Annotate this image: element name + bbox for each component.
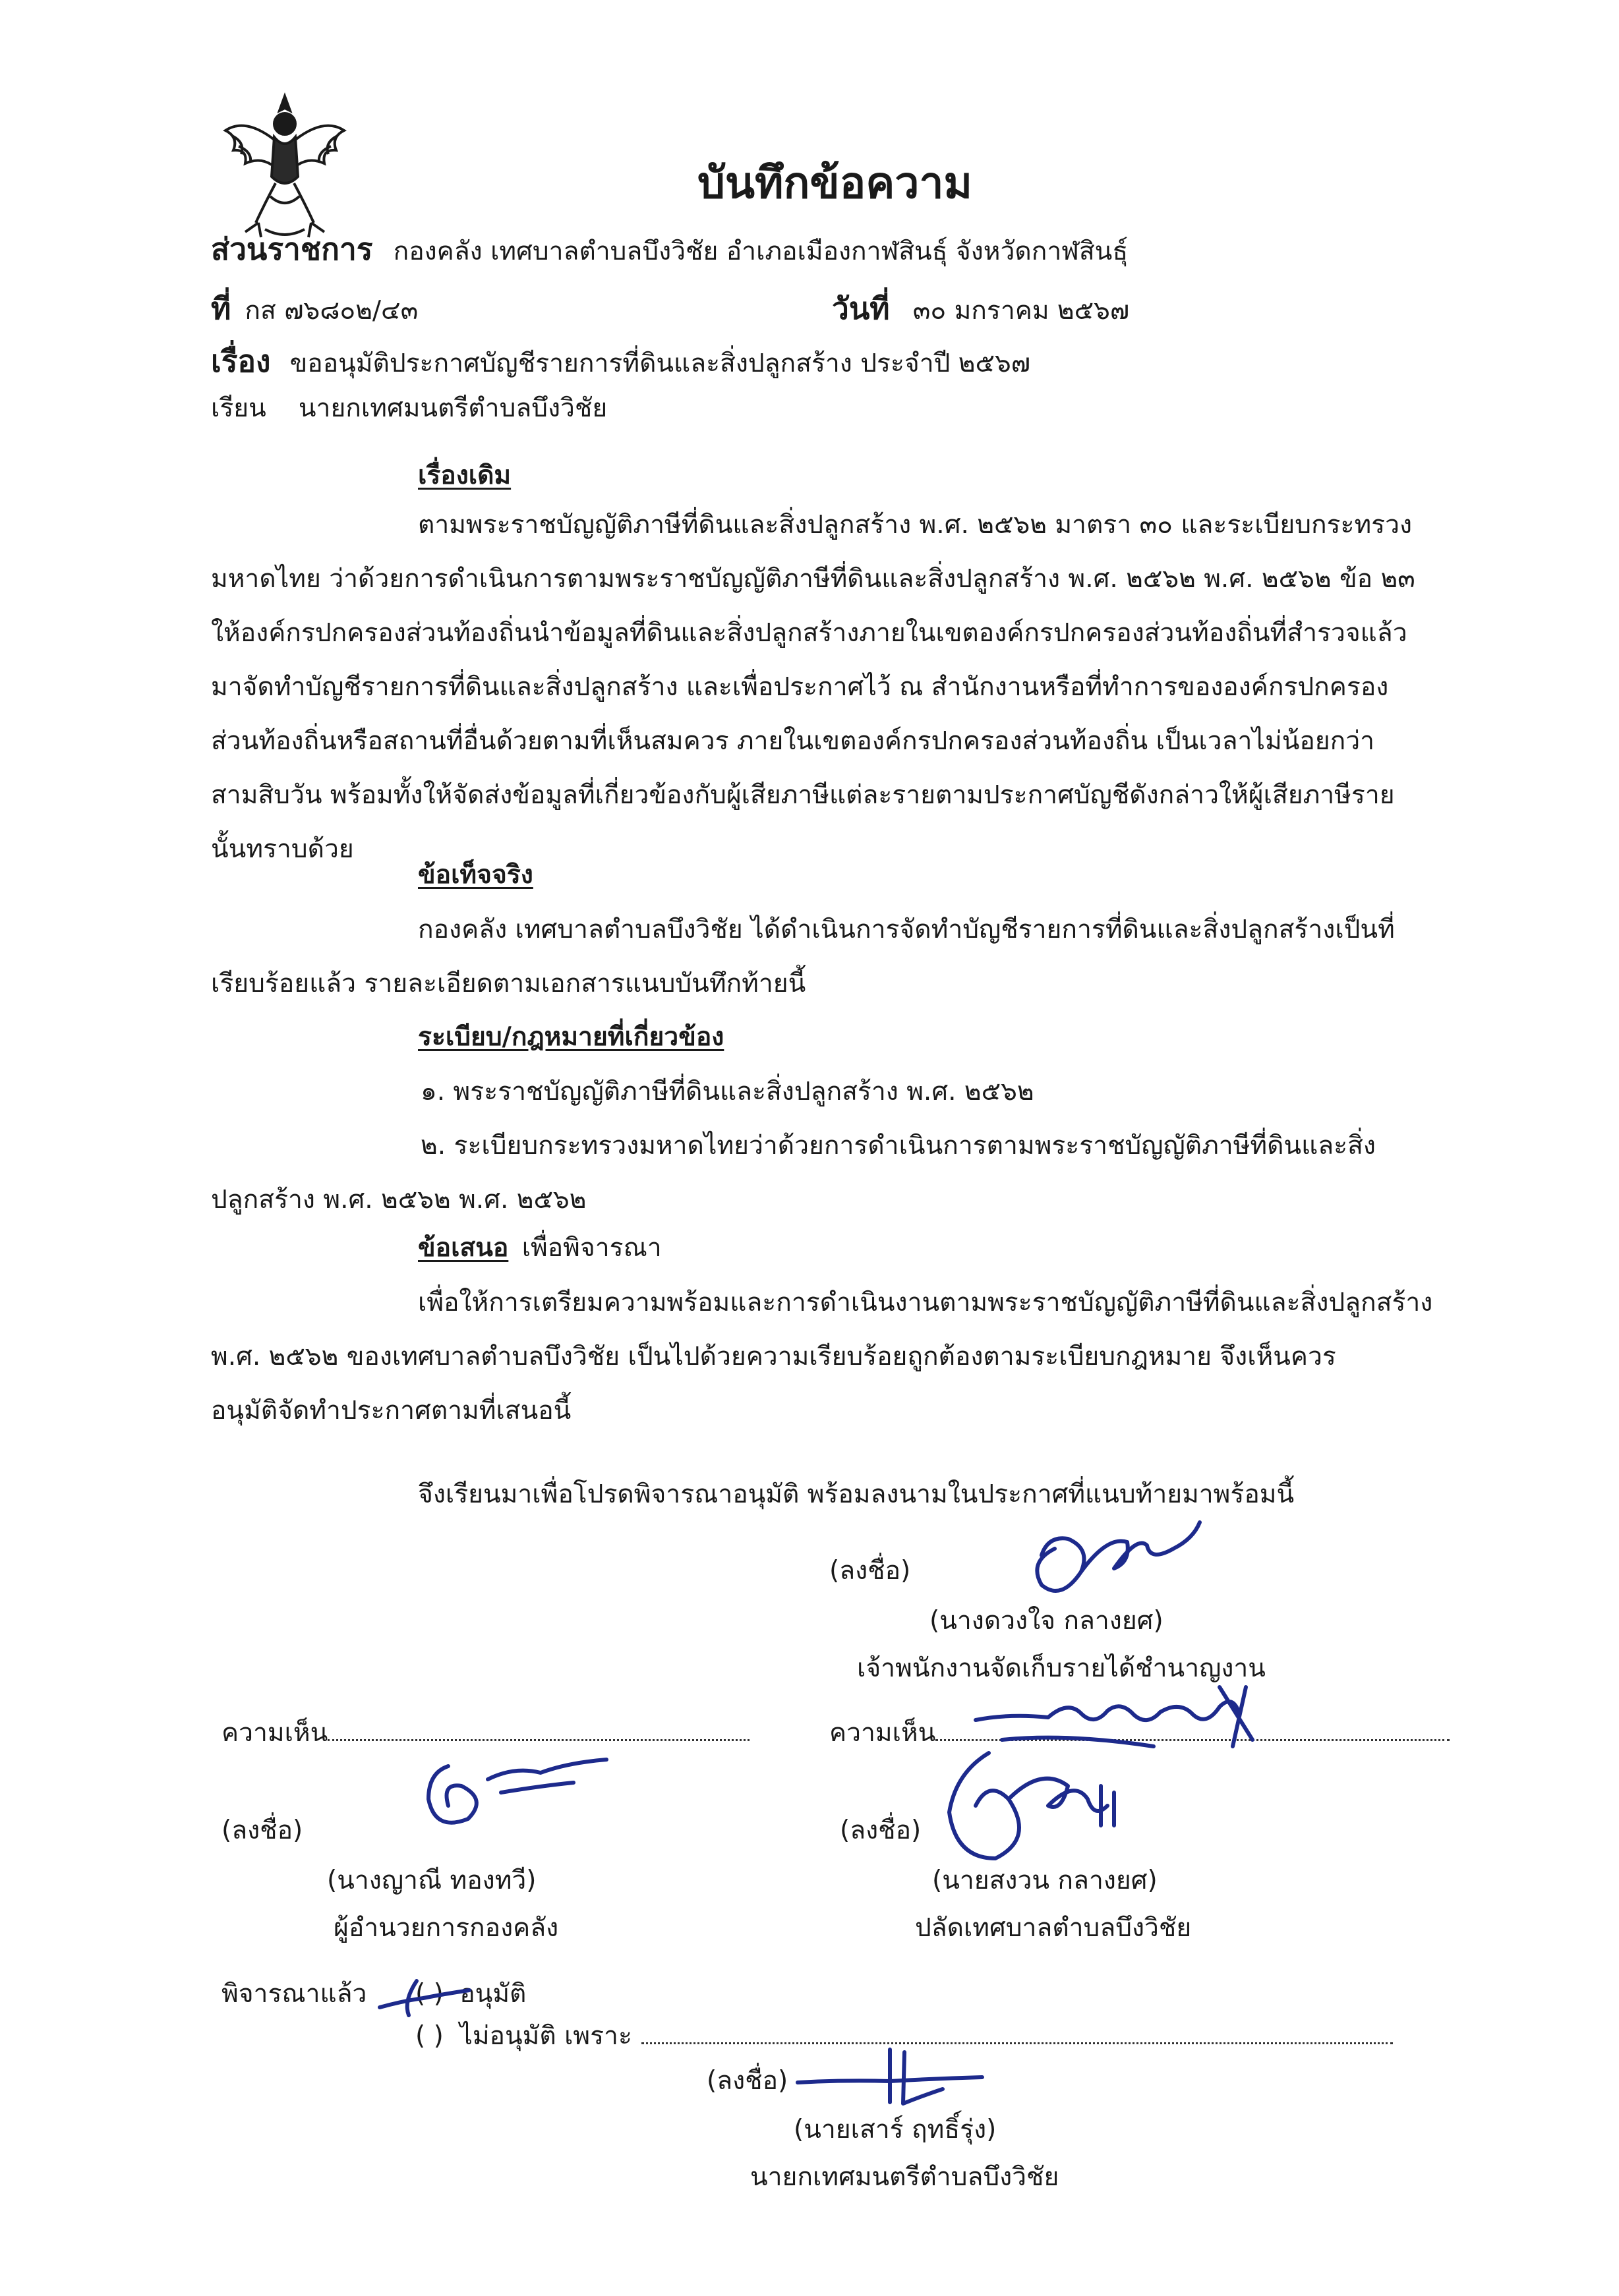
decision-label: พิจารณาแล้ว bbox=[221, 1979, 367, 2009]
background-line: สามสิบวัน พร้อมทั้งให้จัดส่งข้อมูลที่เกี่ยวข้องกับผู้เสียภาษีแต่ละรายตามประกาศบัญชีดังกล่าวให้ผู้เสียภาษีราย bbox=[211, 780, 1395, 810]
facts-line: กองคลัง เทศบาลตำบลบึงวิชัย ได้ดำเนินการจัดทำบัญชีรายการที่ดินและสิ่งปลูกสร้างเป็นที่ bbox=[418, 915, 1395, 944]
municipal-clerk-signature bbox=[936, 1727, 1160, 1885]
mayor-signature bbox=[791, 2043, 989, 2115]
municipal-clerk-position: ปลัดเทศบาลตำบลบึงวิชัย bbox=[915, 1913, 1192, 1943]
finance-opinion-label: ความเห็น bbox=[221, 1718, 328, 1748]
department-value: กองคลัง เทศบาลตำบลบึงวิชัย อำเภอเมืองกาฬสินธุ์ จังหวัดกาฬสินธุ์ bbox=[393, 237, 1129, 266]
officer-position: เจ้าพนักงานจัดเก็บรายได้ชำนาญงาน bbox=[857, 1653, 1266, 1683]
finance-sign-label: (ลงชื่อ) bbox=[221, 1816, 303, 1845]
background-line: นั้นทราบด้วย bbox=[211, 834, 354, 864]
proposal-line: พ.ศ. ๒๕๖๒ ของเทศบาลตำบลบึงวิชัย เป็นไปด้วยความเรียบร้อยถูกต้องตามระเบียบกฎหมาย จึงเห็นควร bbox=[211, 1342, 1336, 1371]
recipient-value: นายกเทศมนตรีตำบลบึงวิชัย bbox=[298, 393, 608, 423]
background-line: ให้องค์กรปกครองส่วนท้องถิ่นนำข้อมูลที่ดินและสิ่งปลูกสร้างภายในเขตองค์กรปกครองส่วนท้องถิ่นที่สำรวจแล้ว bbox=[211, 618, 1407, 648]
regulation-item: ๒. ระเบียบกระทรวงมหาดไทยว่าด้วยการดำเนินการตามพระราชบัญญัติภาษีที่ดินและสิ่ง bbox=[421, 1131, 1376, 1161]
proposal-heading-suffix: เพื่อพิจารณา bbox=[521, 1233, 662, 1263]
garuda-emblem-icon bbox=[219, 91, 351, 243]
reference-row bbox=[211, 285, 418, 333]
background-line: ตามพระราชบัญญัติภาษีที่ดินและสิ่งปลูกสร้าง พ.ศ. ๒๕๖๒ มาตรา ๓๐ และระเบียบกระทรวง bbox=[418, 510, 1413, 540]
recipient-row bbox=[211, 390, 607, 427]
proposal-heading-row bbox=[418, 1230, 662, 1267]
regulations-list bbox=[211, 1065, 1376, 1227]
proposal-line: เพื่อให้การเตรียมความพร้อมและการดำเนินงานตามพระราชบัญญัติภาษีที่ดินและสิ่งปลูกสร้าง bbox=[418, 1288, 1433, 1317]
regulations-heading: ระเบียบ/กฎหมายที่เกี่ยวข้อง bbox=[418, 1022, 724, 1052]
proposal-line: อนุมัติจัดทำประกาศตามที่เสนอนี้ bbox=[211, 1396, 572, 1425]
background-paragraph bbox=[211, 498, 1415, 876]
date-row bbox=[832, 285, 1129, 333]
mayor-sign-label: (ลงชื่อ) bbox=[707, 2066, 788, 2096]
finance-director-position: ผู้อำนวยการกองคลัง bbox=[334, 1913, 559, 1943]
finance-director-signature bbox=[409, 1746, 620, 1845]
background-line: มาจัดทำบัญชีรายการที่ดินและสิ่งปลูกสร้าง และเพื่อประกาศไว้ ณ สำนักงานหรือที่ทำการขององค์กรปกครอง bbox=[211, 672, 1389, 702]
subject-row bbox=[211, 337, 1030, 386]
regulation-item: ๑. พระราชบัญญัติภาษีที่ดินและสิ่งปลูกสร้าง พ.ศ. ๒๕๖๒ bbox=[421, 1077, 1034, 1106]
background-line: ส่วนท้องถิ่นหรือสถานที่อื่นด้วยตามที่เห็นสมควร ภายในเขตองค์กรปกครองส่วนท้องถิ่น เป็นเวลาไม่น้อยกว่า bbox=[211, 726, 1375, 756]
finance-opinion-dotted-line bbox=[328, 1739, 750, 1741]
memo-title: บันทึกข้อความ bbox=[697, 158, 973, 208]
officer-sign-label: (ลงชื่อ) bbox=[829, 1556, 911, 1586]
mayor-name: (นายเสาร์ ฤทธิ์รุ่ง) bbox=[794, 2115, 997, 2144]
clerk-opinion-label: ความเห็น bbox=[829, 1718, 936, 1748]
subject-value: ขออนุมัติประกาศบัญชีรายการที่ดินและสิ่งปลูกสร้าง ประจำปี ๒๕๖๗ bbox=[289, 349, 1031, 378]
facts-heading: ข้อเท็จจริง bbox=[418, 860, 533, 890]
reference-value: กส ๗๖๘๐๒/๔๓ bbox=[245, 296, 419, 326]
reference-label: ที่ bbox=[211, 291, 231, 326]
background-line: มหาดไทย ว่าด้วยการดำเนินการตามพระราชบัญญัติภาษีที่ดินและสิ่งปลูกสร้าง พ.ศ. ๒๕๖๒ พ.ศ. ๒๕๖๒ ข้อ ๒๓ bbox=[211, 564, 1415, 594]
approve-checkbox[interactable]: ( ) bbox=[415, 1979, 444, 2009]
approve-check-mark bbox=[377, 1974, 476, 2021]
reject-label: ไม่อนุมัติ เพราะ bbox=[459, 2021, 632, 2051]
municipal-clerk-name: (นายสงวน กลางยศ) bbox=[932, 1866, 1158, 1895]
facts-line: เรียบร้อยแล้ว รายละเอียดตามเอกสารแนบบันทึกท้ายนี้ bbox=[211, 969, 806, 998]
finance-director-name: (นางญาณี ทองทวี) bbox=[327, 1866, 537, 1895]
regulation-item: ปลูกสร้าง พ.ศ. ๒๕๖๒ พ.ศ. ๒๕๖๒ bbox=[211, 1185, 587, 1215]
subject-label: เรื่อง bbox=[211, 343, 271, 379]
reject-checkbox[interactable]: ( ) bbox=[415, 2021, 444, 2051]
clerk-sign-label: (ลงชื่อ) bbox=[840, 1816, 922, 1845]
mayor-position: นายกเทศมนตรีตำบลบึงวิชัย bbox=[750, 2162, 1059, 2192]
facts-paragraph bbox=[211, 903, 1395, 1011]
reject-reason-dotted-line bbox=[641, 2042, 1393, 2044]
proposal-paragraph bbox=[211, 1276, 1432, 1438]
date-value: ๓๐ มกราคม ๒๕๖๗ bbox=[912, 296, 1130, 326]
recipient-label: เรียน bbox=[211, 393, 266, 423]
department-row bbox=[211, 225, 1128, 273]
date-label: วันที่ bbox=[832, 291, 890, 326]
background-heading: เรื่องเดิม bbox=[418, 461, 512, 490]
department-label: ส่วนราชการ bbox=[211, 231, 373, 267]
proposal-heading: ข้อเสนอ bbox=[418, 1233, 509, 1263]
approve-label: อนุมัติ bbox=[459, 1979, 527, 2009]
officer-name: (นางดวงใจ กลางยศ) bbox=[929, 1606, 1163, 1636]
closing-line: จึงเรียนมาเพื่อโปรดพิจารณาอนุมัติ พร้อมลงนามในประกาศที่แนบท้ายมาพร้อมนี้ bbox=[418, 1479, 1295, 1509]
officer-signature bbox=[1015, 1509, 1213, 1601]
